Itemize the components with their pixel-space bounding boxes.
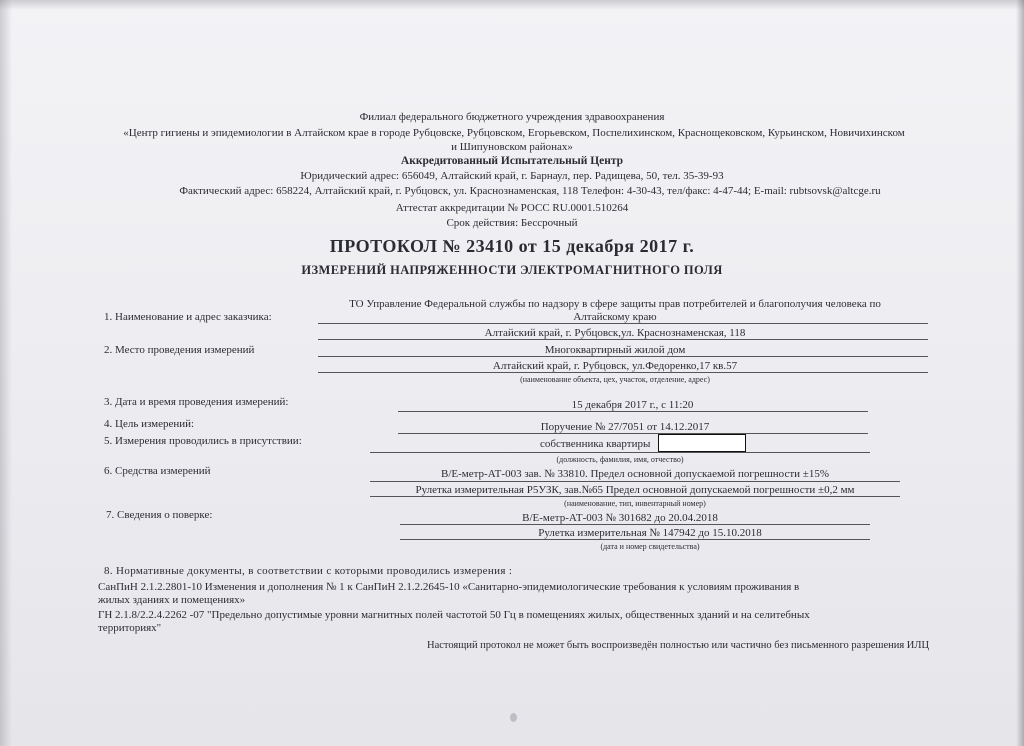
item2-underline1 [318,356,928,357]
item2-value-line1: Многоквартирный жилой дом [544,344,686,356]
item6-underline2 [370,496,900,497]
header-org-line: Филиал федерального бюджетного учреждения здравоохранения [359,111,665,123]
item8-heading: 8. Нормативные документы, в соответствии с которыми проводились измерения : [104,565,513,577]
header-legal-address: Юридический адрес: 656049, Алтайский край, г. Барнаул, пер. Радищева, 50, тел. 35-39-93 [300,170,724,182]
item5-note: (должность, фамилия, имя, отчество) [556,455,684,464]
item1-value-line1: ТО Управление Федеральной службы по надзору в сфере защиты прав потребителей и благополучия человека по [349,298,881,310]
item2-note: (наименование объекта, цех, участок, отделение, адрес) [520,375,710,384]
item7-value-line2: Рулетка измерительная № 147942 до 15.10.2018 [538,527,762,539]
header-validity: Срок действия: Бессрочный [446,217,578,229]
item4-underline [398,433,868,434]
protocol-title: ПРОТОКОЛ № 23410 от 15 декабря 2017 г. [329,236,695,256]
redaction-box [658,434,746,452]
item3-underline [398,411,868,412]
item5-underline [370,452,870,453]
item2-value-line2: Алтайский край, г. Рубцовск, ул.Федоренко,17 кв.57 [492,360,738,372]
item1-value-line3: Алтайский край, г. Рубцовск,ул. Краснознаменская, 118 [484,327,746,339]
item7-value-line1: В/Е-метр-АТ-003 № 301682 до 20.04.2018 [522,512,718,524]
item4-value: Поручение № 27/7051 от 14.12.2017 [540,421,710,433]
item4-label: 4. Цель измерений: [104,418,195,430]
item5-label: 5. Измерения проводились в присутствии: [104,435,302,447]
item1-label: 1. Наименование и адрес заказчика: [104,311,272,323]
item8-doc1-line1: СанПиН 2.1.2.2801-10 Изменения и дополнения № 1 к СанПиН 2.1.2.2645-10 «Санитарно-эпидемиологические требования к условиям проживания в [98,581,800,593]
item6-underline1 [370,481,900,482]
header-actual-address: Фактический адрес: 658224, Алтайский край, г. Рубцовск, ул. Краснознаменская, 118 Телефон: 4-30-43, тел/факс: 4-47-44; E-mail: rubtsovsk@altcge.ru [179,185,881,197]
item2-label: 2. Место проведения измерений [104,344,255,356]
item6-value-line2: Рулетка измерительная Р5УЗК, зав.№65 Предел основной допускаемой погрешности ±0,2 мм [415,484,855,496]
item7-label: 7. Сведения о поверке: [106,509,213,521]
item5-value: собственника квартиры [540,438,651,450]
item8-doc1-line2: жилых зданиях и помещениях» [98,594,246,606]
header-districts: и Шипуновском районах» [451,141,573,153]
header-org-full-name: «Центр гигиены и эпидемиологии в Алтайском крае в городе Рубцовске, Рубцовском, Егорьевском, Поспелихинском, Краснощековском, Курьинском, Новичихинском [123,127,905,139]
scan-punch-mark [510,713,517,722]
item8-doc2-line2: территориях" [98,622,162,634]
protocol-subtitle: ИЗМЕРЕНИЙ НАПРЯЖЕННОСТИ ЭЛЕКТРОМАГНИТНОГО ПОЛЯ [301,263,723,277]
item2-underline2 [318,372,928,373]
item3-value: 15 декабря 2017 г., с 11:20 [571,399,694,411]
item1-underline2 [318,339,928,340]
item6-note: (наименование, тип, инвентарный номер) [564,499,706,508]
item3-label: 3. Дата и время проведения измерений: [104,396,289,408]
footer-notice: Настоящий протокол не может быть воспроизведён полностью или частично без письменного разрешения ИЛЦ [427,640,930,651]
item6-label: 6. Средства измерений [104,465,211,477]
item6-value-line1: В/Е-метр-АТ-003 зав. № 33810. Предел основной допускаемой погрешности ±15% [440,468,829,480]
scan-shadow-top [0,0,1024,10]
item7-note: (дата и номер свидетельства) [600,542,700,551]
item1-value-line2: Алтайскому краю [573,311,657,323]
header-accreditation: Аттестат аккредитации № РОСС RU.0001.510264 [395,202,629,214]
item7-underline1 [400,524,870,525]
item7-underline2 [400,539,870,540]
header-center-name: Аккредитованный Испытательный Центр [400,155,624,167]
item1-underline1 [318,323,928,324]
item8-doc2-line1: ГН 2.1.8/2.2.4.2262 -07 "Предельно допустимые уровни магнитных полей частотой 50 Гц в помещениях жилых, общественных зданий и на селитебных [98,609,810,621]
